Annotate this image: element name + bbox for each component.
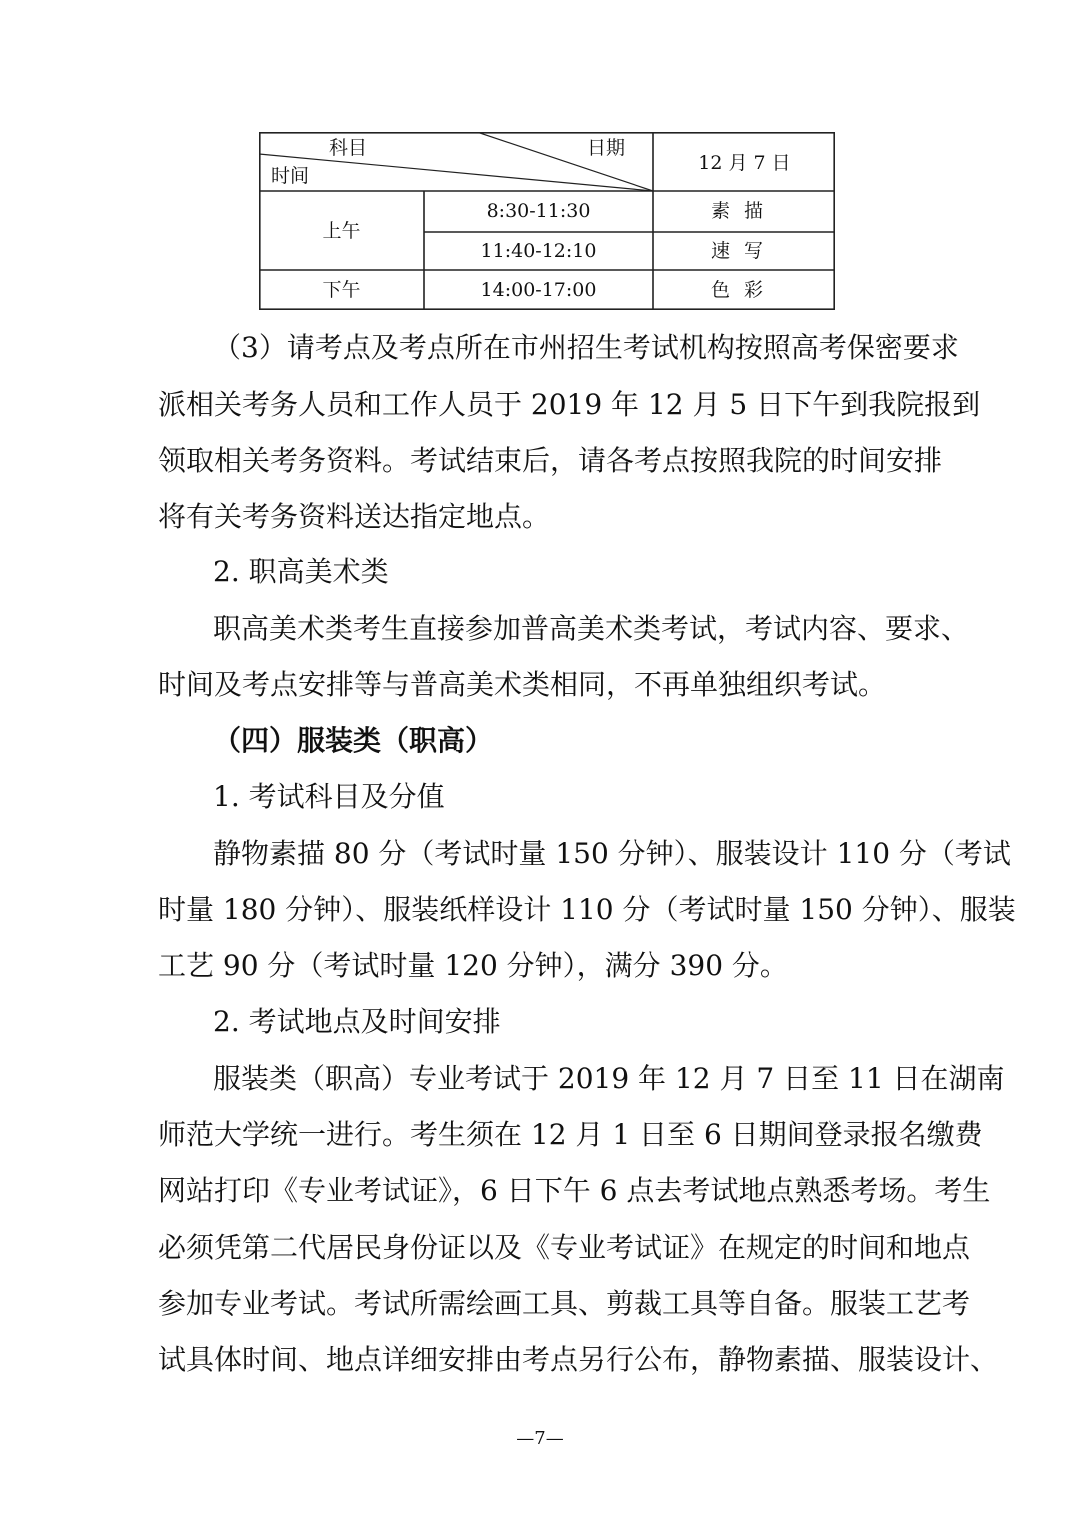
header-subject: 科目 (329, 137, 368, 159)
paragraph-line: 工艺 90 分（考试时量 120 分钟），满分 390 分。 (158, 949, 788, 982)
paragraph-line: 时间及考点安排等与普高美术类相同，不再单独组织考试。 (158, 668, 887, 701)
header-date: 日期 (587, 137, 626, 159)
time-cell: 11:40-12:10 (480, 240, 597, 262)
paragraph-line: 网站打印《专业考试证》，6 日下午 6 点去考试地点熟悉考场。考生 (158, 1174, 991, 1207)
section-heading: 1. 考试科目及分值 (213, 780, 445, 813)
exam-schedule-table (259, 132, 835, 310)
period-morning: 上午 (322, 220, 361, 242)
paragraph-line: 领取相关考务资料。考试结束后，请各考点按照我院的时间安排 (158, 444, 943, 477)
subject-cell: 速写 (710, 240, 777, 262)
paragraph-line: 参加专业考试。考试所需绘画工具、剪裁工具等自备。服装工艺考 (158, 1287, 971, 1320)
paragraph-line: 将有关考务资料送达指定地点。 (158, 500, 551, 533)
paragraph-line: 职高美术类考生直接参加普高美术类考试，考试内容、要求、 (213, 612, 970, 645)
period-afternoon: 下午 (322, 279, 361, 301)
subject-cell: 素描 (710, 200, 777, 222)
paragraph-line: 静物素描 80 分（考试时量 150 分钟）、服装设计 110 分（考试 (213, 837, 1011, 870)
paragraph-line: 服装类（职高）专业考试于 2019 年 12 月 7 日至 11 日在湖南 (213, 1062, 1005, 1095)
section-heading: 2. 职高美术类 (213, 555, 389, 588)
paragraph-line: （3）请考点及考点所在市州招生考试机构按照高考保密要求 (213, 331, 959, 364)
paragraph-line: 派相关考务人员和工作人员于 2019 年 12 月 5 日下午到我院报到 (158, 388, 981, 421)
section-heading: 2. 考试地点及时间安排 (213, 1005, 501, 1038)
time-cell: 8:30-11:30 (486, 200, 591, 222)
section-heading: （四）服装类（职高） (213, 724, 494, 757)
page-number: —7— (516, 1428, 564, 1449)
paragraph-line: 必须凭第二代居民身份证以及《专业考试证》在规定的时间和地点 (158, 1231, 971, 1264)
time-cell: 14:00-17:00 (480, 279, 597, 301)
paragraph-line: 时量 180 分钟）、服装纸样设计 110 分（考试时量 150 分钟）、服装 (158, 893, 1016, 926)
header-time: 时间 (271, 165, 310, 187)
paragraph-line: 试具体时间、地点详细安排由考点另行公布，静物素描、服装设计、 (158, 1343, 999, 1376)
header-day: 12 月 7 日 (698, 152, 791, 174)
subject-cell: 色彩 (710, 279, 777, 301)
paragraph-line: 师范大学统一进行。考生须在 12 月 1 日至 6 日期间登录报名缴费 (158, 1118, 983, 1151)
